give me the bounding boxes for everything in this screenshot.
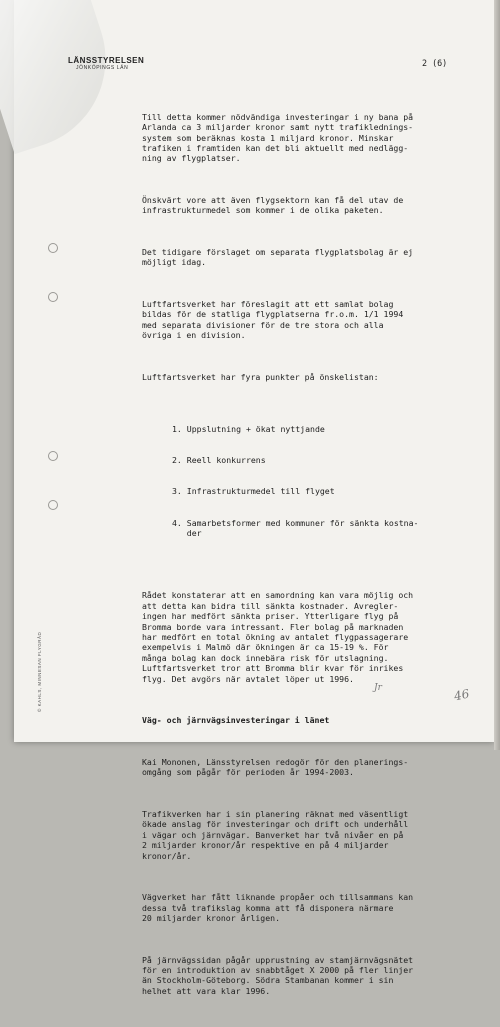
margin-note: © KAHLS, MINNESAN FLYGRÅD (37, 631, 42, 712)
folded-corner (0, 0, 129, 154)
paragraph: Luftfartsverket har föreslagit att ett samlat bolag bildas för de statliga flygplatserna fr.o.m. 1/1 1994 med separata divisioner för de tre stora och alla övriga i en division. (142, 299, 404, 341)
paragraph: Luftfartsverket har fyra punkter på önskelistan: (142, 371, 379, 382)
document-page (14, 0, 494, 996)
paragraph: Önskvärt vore att även flygsektorn kan få del utav de infrastrukturmedel som kommer i de olika paketen. (142, 195, 404, 216)
handwritten-mark: Jr (374, 683, 382, 693)
scan-edge (494, 0, 500, 750)
list-item: 4. Samarbetsformer med kommuner för sänkta kostna- der (172, 517, 419, 538)
list-item: 2. Reell konkurrens (172, 455, 266, 466)
paragraph: Kai Mononen, Länsstyrelsen redogör för den planerings- omgång som pågår för perioden år 1994-2003. (142, 756, 409, 778)
paragraph: Trafikverken har i sin planering räknat med väsentligt ökade anslag för investeringar och drift och underhåll i vägar och järnvägar. Banverket har två nivåer en på 2 miljarder kronor/år respektive en på 4 miljarder kronor/år. (142, 808, 409, 861)
page-number: 2 (6) (422, 58, 448, 68)
section-heading: Väg- och järnvägsinvesteringar i länet (142, 715, 330, 726)
wishlist (142, 403, 482, 559)
org-name: LÄNSSTYRELSEN (68, 56, 145, 65)
paragraph: Det tidigare förslaget om separata flygplatsbolag är ej möjligt idag. (142, 247, 414, 268)
punch-hole (48, 451, 58, 461)
paragraph: På järnvägssidan pågår upprustning av stamjärnvägsnätet för en introduktion av snabbtåget X 2000 på fler linjer än Stockholm-Göteborg. Södra Stambanan kommer i sin helhet att vara klar 1996. (142, 954, 414, 996)
document-body (142, 91, 482, 1027)
punch-hole (48, 292, 58, 302)
org-county: JÖNKÖPINGS LÄN (76, 65, 129, 71)
handwritten-mark: 46 (452, 686, 471, 704)
punch-hole (48, 500, 58, 510)
paragraph: Rådet konstaterar att en samordning kan vara möjlig och att detta kan bidra till sänkta kostnader. Avregler- ingen har medfört sänkta priser. Ytterligare flyg på Bromma borde vara intressant. Fler bolag på marknaden har medfört en total ökning av antalet flygpassagerare exempelvis i Malmö där ökningen är ca 15-19 %. För många bolag kan dock innebära risk för utslagning. Luftfartsverket tror att Bromma blir kvar för inrikes flyg. Det avgörs när avtalet löper ut 1996. (142, 590, 414, 684)
list-item: 1. Uppslutning + ökat nyttjande (172, 423, 325, 434)
letterhead-logo (68, 56, 144, 71)
paragraph: Vägverket har fått liknande propåer och tillsammans kan dessa två trafikslag komma att få disponera närmare 20 miljarder kronor årligen. (142, 892, 414, 923)
punch-hole (48, 243, 58, 253)
paragraph: Till detta kommer nödvändiga investeringar i ny bana på Arlanda ca 3 miljarder kronor samt nytt trafiklednings- system som beräknas kosta 1 miljard kronor. Minskar trafiken i framtiden kan det bli aktuellt med nedlägg- ning av flygplatser. (142, 111, 414, 164)
list-item: 3. Infrastrukturmedel till flyget (172, 486, 335, 497)
